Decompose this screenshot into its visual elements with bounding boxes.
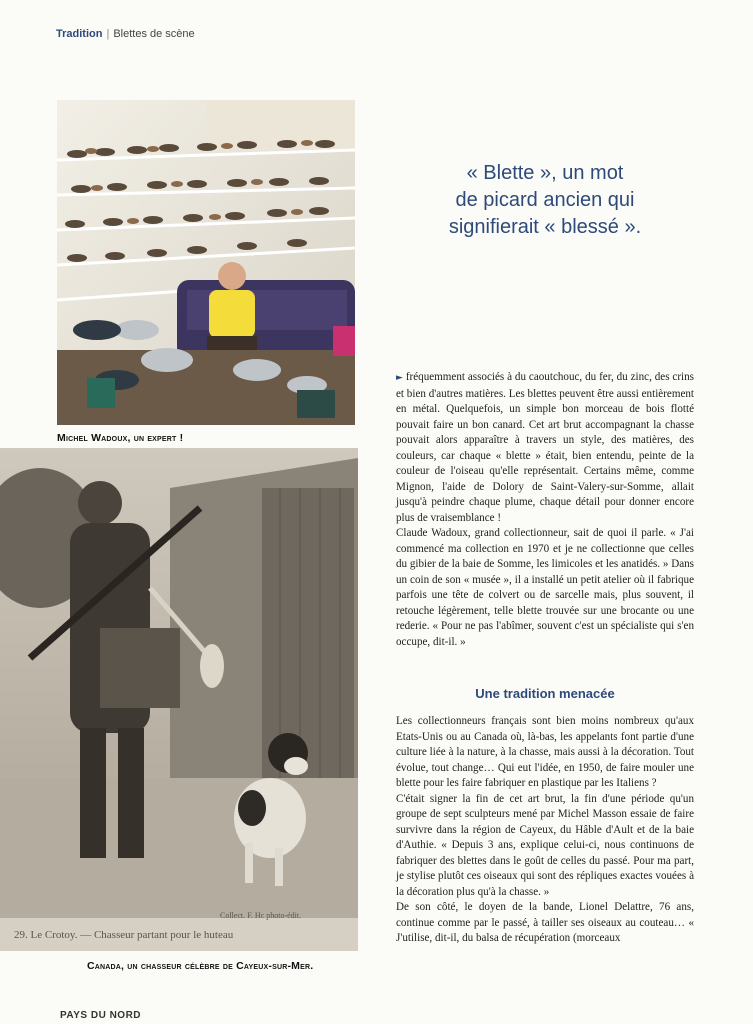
paragraph: Les collectionneurs français sont bien moins nombreux qu'aux Etats-Unis ou au Canada où, là-bas, les appelants font partie d'une culture liée à la nature, à la chasse, mais aussi à la décoration. Tout évolue, tout change… Qui eut l'idée, en 1950, de faire mouler une blette pour les faire fabriquer en plastique par les Italiens ? bbox=[396, 715, 694, 789]
paragraph: C'était signer la fin de cet art brut, la fin d'une période qu'un groupe de sept sculpteurs mené par Michel Masson essaie de faire survivre dans la région de Cayeux, du Hâble d'Ault et de la baie d'Authie. « Depuis 3 ans, explique celui-ci, nous continuons de fabriquer des blettes dans le goût de celles du passé. Pour ma part, je stylise plutôt ces oiseaux qui sont des répliques exactes vouées à la décoration plus qu'à la chasse. » bbox=[396, 792, 694, 898]
magazine-footer: PAYS DU NORD bbox=[60, 1010, 142, 1021]
hunter-postcard-photo bbox=[0, 448, 358, 951]
paragraph: ► fréquemment associés à du caoutchouc, du fer, du zinc, des crins et bien d'autres matières. Les blettes peuvent être aussi entièrement en métal. Quelquefois, un simple bon morceau de bois flotté pouvait faire un bon canard. Cet art brut accompagnant la chasse pouvait alors apparaître à travers un style, des matières, des couleurs, car chaque « blette » était, bien entendu, peinte de la couleur de l'oiseau qu'elle représentait. Certains même, comme Mignon, l'aide de Dolory de Saint-Valery-sur-Somme, allait jusqu'à peindre chaque plume, chaque détail pour donner encore plus de vraisemblance ! bbox=[396, 371, 694, 524]
postcard-label: 29. Le Crotoy. — Chasseur partant pour le huteau bbox=[14, 929, 234, 941]
pull-quote-line: signifierait « blessé ». bbox=[448, 216, 642, 238]
paragraph: Claude Wadoux, grand collectionneur, sait de quoi il parle. « J'ai commencé ma collection en 1970 et je ne collectionne que celles du gibier de la baie de Somme, les limicoles et les anatidés. » Dans un coin de son « musée », il a installé un petit atelier où il fabrique parfois une tête de colvert ou de sarcelle mais, plus souvent, il retouche légèrement, telle blette trouvée sur une brocante ou une rederie. « Pour ne pas l'abîmer, souvent c'est un spécialiste qui s'en occupe, dit-il. » bbox=[396, 527, 694, 648]
pull-quote-line: « Blette », un mot bbox=[466, 162, 624, 184]
section-name: Tradition bbox=[56, 28, 103, 40]
running-header bbox=[56, 28, 195, 40]
pull-quote-line: de picard ancien qui bbox=[455, 189, 635, 211]
article-title: Blettes de scène bbox=[113, 28, 195, 40]
continuation-arrow-icon: ► bbox=[396, 373, 403, 383]
article-body-top bbox=[396, 370, 694, 650]
collector-photo bbox=[57, 100, 355, 425]
subheading: Une tradition menacée bbox=[475, 686, 615, 701]
pull-quote bbox=[380, 160, 710, 241]
article-body-bottom bbox=[396, 714, 694, 947]
photo-caption-collector: Michel Wadoux, un expert ! bbox=[57, 432, 184, 444]
photo-caption-hunter: Canada, un chasseur célèbre de Cayeux-sur-Mer. bbox=[87, 960, 314, 972]
postcard-credit: Collect. F. Hc photo-édit. bbox=[220, 911, 302, 920]
paragraph: De son côté, le doyen de la bande, Lionel Delattre, 76 ans, continue comme par le passé, à tailler ses oiseaux au couteau… « J'utilise, dit-il, du balsa de récupération (morceaux bbox=[396, 901, 694, 944]
header-separator: | bbox=[106, 28, 110, 40]
